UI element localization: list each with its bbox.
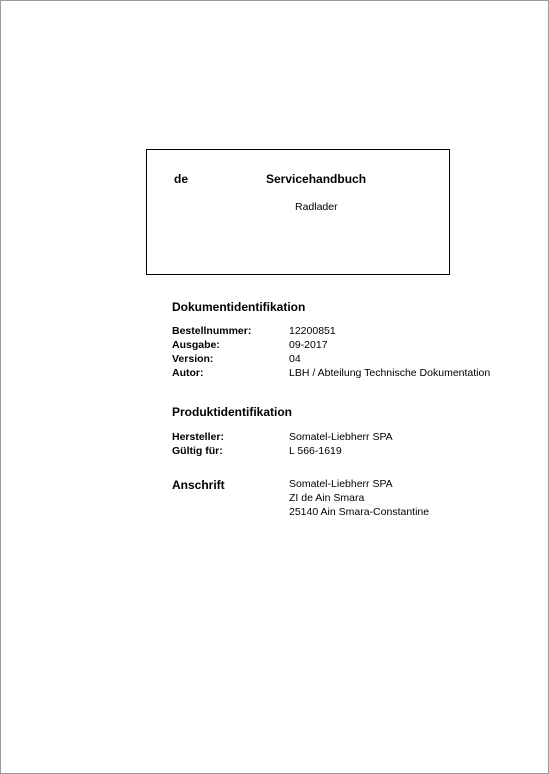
- address-line: Somatel-Liebherr SPA: [289, 478, 393, 490]
- product-row-manufacturer: [172, 430, 393, 444]
- field-label: Gültig für:: [172, 445, 223, 457]
- field-value: 09-2017: [289, 339, 328, 351]
- document-subtitle: Radlader: [295, 201, 338, 213]
- field-value: 04: [289, 353, 301, 365]
- field-label: Version:: [172, 353, 214, 365]
- language-code: de: [174, 172, 189, 186]
- address-line: 25140 Ain Smara-Constantine: [289, 506, 430, 518]
- address-line: ZI de Ain Smara: [289, 492, 365, 504]
- document-identification-heading: Dokumentidentifikation: [172, 300, 306, 314]
- field-label: Bestellnummer:: [172, 325, 252, 337]
- address-heading: Anschrift: [172, 478, 225, 492]
- field-label: Hersteller:: [172, 431, 224, 443]
- document-identification-table: [172, 324, 490, 380]
- field-value: 12200851: [289, 325, 336, 337]
- doc-id-row-edition: [172, 338, 490, 352]
- title-box: [146, 149, 450, 275]
- product-identification-heading: Produktidentifikation: [172, 405, 292, 419]
- field-value: Somatel-Liebherr SPA: [289, 431, 393, 443]
- field-label: Ausgabe:: [172, 339, 220, 351]
- document-title: Servicehandbuch: [266, 172, 367, 186]
- product-identification-table: [172, 430, 393, 458]
- address-block: [289, 477, 429, 519]
- field-value: L 566-1619: [289, 445, 342, 457]
- doc-id-row-order-number: [172, 324, 490, 338]
- product-row-valid-for: [172, 444, 393, 458]
- doc-id-row-version: [172, 352, 490, 366]
- doc-id-row-author: [172, 366, 490, 380]
- field-value: LBH / Abteilung Technische Dokumentation: [289, 367, 491, 379]
- field-label: Autor:: [172, 367, 204, 379]
